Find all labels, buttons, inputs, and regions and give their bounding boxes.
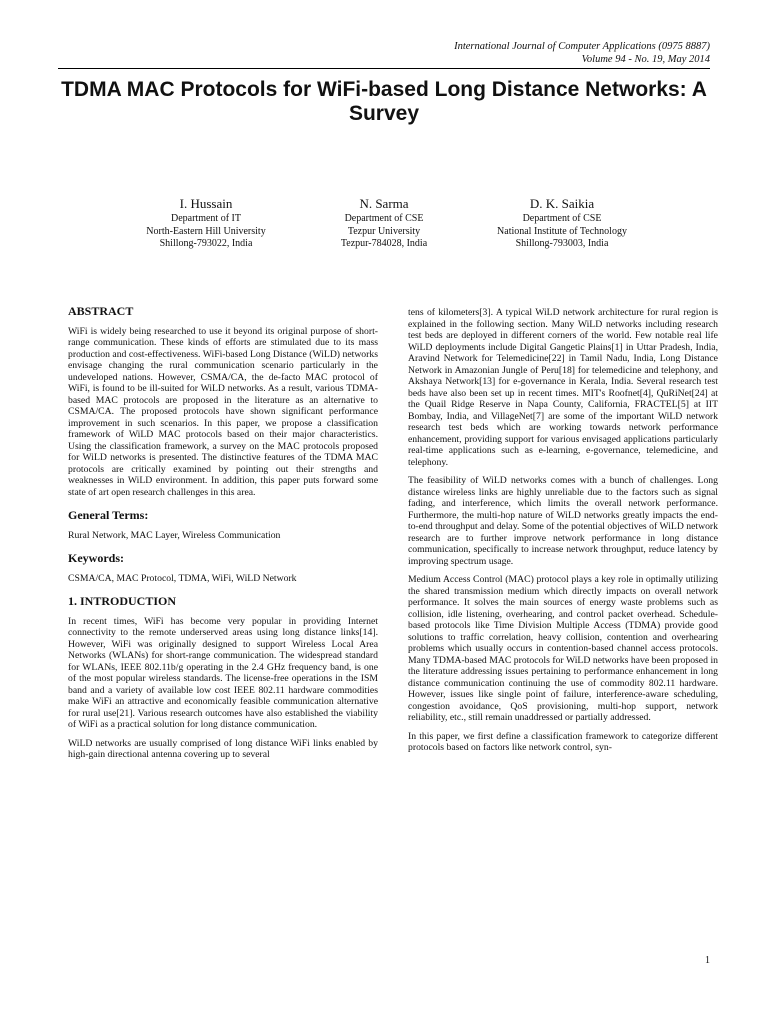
author-2 [309, 196, 459, 251]
author-inst: Tezpur University [347, 225, 421, 237]
author-block [58, 196, 710, 251]
author-addr: Tezpur-784028, India [340, 238, 428, 249]
author-3 [487, 196, 637, 251]
intro-paragraph-1: In recent times, WiFi has become very popular in providing Internet connectivity to the remote underserved areas using long distance links[14]. However, WiFi was originally designed to support Wireless Local Area Networks (WLANs) for short-range communication. The widespread standard for WLANs, IEEE 802.11b/g operating in the 2.4 GHz frequency band, is one of the most popular wireless standards. The license-free operations in the ISM band and a variety of available low cost IEEE 802.11 hardware commodities make WiFi an attractive and economically feasible communication alternative for rural use[21]. Various research outcomes have also established the viability of WiFi as a practical solution for long distance communication. [68, 615, 378, 730]
body-paragraph-3: Medium Access Control (MAC) protocol plays a key role in optimally utilizing the shared transmission medium which directly impacts on overall network performance. It solves the main sources of energy waste problems such as collision, idle listening, overhearing, and control packet overhead. Schedule-based protocols like Time Division Multiple Access (TDMA) provide good solutions to traffic correlation, heavy collision, contention and overhearing problems which usually occurs in contention-based channel access protocols. Many TDMA-based MAC protocols for WiLD networks have been proposed in the literature addressing issues pertaining to performance enhancement in long distance communication continuing the use of commodity 802.11 hardware. However, issues like single point of failure, interference-aware scheduling, congestion avoidance, QoS provisioning, multi-hop support, network reliability, etc., still remain unaddressed or partially addressed. [408, 574, 718, 723]
right-column [408, 307, 718, 761]
author-dept: Department of CSE [344, 213, 424, 224]
paper-title: TDMA MAC Protocols for WiFi-based Long Distance Networks: A Survey [61, 78, 707, 125]
journal-header [454, 40, 710, 66]
keywords-heading: Keywords: [68, 551, 124, 565]
author-1 [131, 196, 281, 251]
header-rule [58, 68, 710, 69]
author-addr: Shillong-793003, India [515, 238, 609, 249]
author-name: I. Hussain [179, 196, 233, 211]
body-paragraph-1: tens of kilometers[3]. A typical WiLD network architecture for rural region is explained in the following section. Many WiLD networks including research test beds are deployed in different corners of the world. Few notable real life WiLD deployments include Digital Gangetic Plains[1] in Uttar Pradesh, India, Aravind Network for Telemedicine[22] in Tamil Nadu, India, Long Distance Network in Amazonian Jungle of Peru[18] for telemedicine and telephony, and Akshaya Network[13] for e-governance in Kerala, India. Several research test beds have also been set up in recent times. MIT's Roofnet[4], QuRiNet[24] at the Quail Ridge Reserve in Napa County, California, FRACTEL[5] at IIT Bombay, India, and VillageNet[7] are some of the important WiLD network research test beds which are working towards network performance enhancement, providing support for various envisaged applications particularly real-time applications such as e-learning, e-governance, telemedicine, and telephony. [408, 307, 718, 468]
page-number: 1 [705, 955, 710, 966]
journal-name: International Journal of Computer Applications (0975 8887) [454, 41, 710, 52]
intro-paragraph-2: WiLD networks are usually comprised of long distance WiFi links enabled by high-gain directional antenna covering up to several [68, 737, 378, 760]
journal-volume: Volume 94 - No. 19, May 2014 [581, 54, 710, 65]
author-name: D. K. Saikia [529, 196, 595, 211]
author-addr: Shillong-793022, India [159, 238, 253, 249]
author-inst: National Institute of Technology [497, 225, 627, 237]
author-name: N. Sarma [359, 196, 409, 211]
author-inst: North-Eastern Hill University [146, 225, 266, 237]
body-paragraph-2: The feasibility of WiLD networks comes with a bunch of challenges. Long distance wireless links are highly unreliable due to the factors such as signal fading, and interference, which limits the overall network performance. Furthermore, the multi-hop nature of WiLD networks greatly impacts the end-to-end throughput and delay. Some of the potential objectives of WiLD network research are to further improve network performance in long distance communication, specifically to increase network throughput, reduce latency by improving spectrum usage. [408, 475, 718, 567]
keywords-text: CSMA/CA, MAC Protocol, TDMA, WiFi, WiLD Network [68, 572, 297, 584]
abstract-text: WiFi is widely being researched to use it beyond its original purpose of short-range communication. These kinds of efforts are stimulated due to its mass production and cost-effectiveness. WiFi-based Long Distance (WiLD) networks envisage changing the rural communication scenario particularly in the undeveloped nations. However, CSMA/CA, the de-facto MAC protocol of WiFi, is found to be ill-suited for WiLD networks. As a result, various TDMA-based MAC protocols are proposed in the literature as an alternative to CSMA/CA. The proposed protocols have shown significant performance improvement in such scenarios. In this paper, we propose a classification framework of WiLD MAC protocols based on their major characteristics. Using the classification framework, a survey on the MAC protocols proposed for WiLD networks is presented. The distinctive features of the TDMA MAC protocols are critically examined by pointing out their strengths and weaknesses in WiLD environment. In addition, this paper puts forward some state of art open research challenges in this area. [68, 325, 378, 498]
general-terms-heading: General Terms: [68, 508, 149, 522]
introduction-heading: 1. INTRODUCTION [68, 594, 177, 608]
general-terms-text: Rural Network, MAC Layer, Wireless Communication [68, 529, 281, 541]
abstract-heading: ABSTRACT [68, 304, 134, 318]
left-column [68, 306, 378, 768]
author-dept: Department of IT [171, 213, 241, 224]
author-dept: Department of CSE [522, 213, 602, 224]
body-paragraph-4: In this paper, we first define a classification framework to categorize different protocols based on factors like network control, syn- [408, 730, 718, 753]
